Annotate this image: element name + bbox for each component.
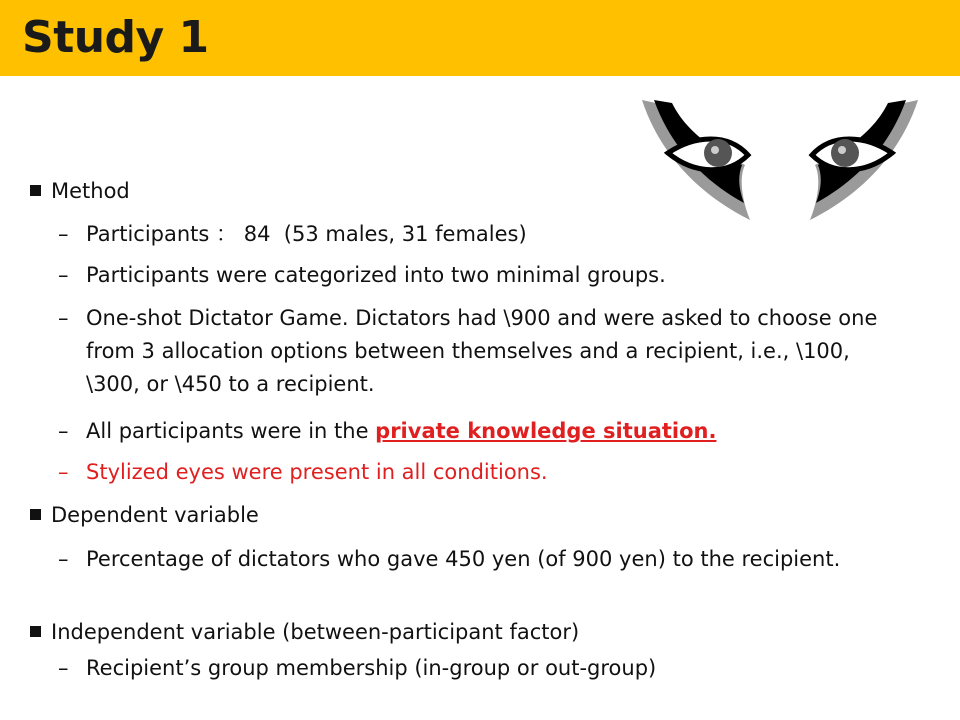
square-bullet-icon (30, 626, 41, 637)
method-item-text (86, 415, 888, 448)
dependent-bullet (30, 500, 259, 530)
square-bullet-icon (30, 509, 41, 520)
dash-marker: – (58, 263, 69, 287)
independent-item (58, 652, 888, 685)
dash-marker: – (58, 222, 69, 246)
left-eye (642, 100, 750, 220)
slide-title: Study 1 (22, 12, 209, 63)
method-bullet (30, 176, 130, 206)
method-item-text: Stylized eyes were present in all conditions. (86, 460, 548, 484)
method-item (58, 415, 888, 448)
stylized-eyes-icon (640, 95, 920, 225)
dash-marker: – (58, 656, 69, 680)
knowledge-text: All participants were in the (86, 419, 376, 443)
method-heading: Method (51, 179, 130, 203)
method-item (58, 302, 888, 401)
method-item (58, 456, 888, 489)
method-item (58, 259, 888, 292)
square-bullet-icon (30, 185, 41, 196)
dash-marker: – (58, 419, 69, 443)
private-knowledge-link[interactable]: private knowledge situation. (375, 419, 717, 443)
dash-marker: – (58, 547, 69, 571)
method-item-text: Participants ： 84 (53 males, 31 females) (86, 222, 527, 246)
dash-marker: – (58, 306, 69, 330)
dependent-item-text: Percentage of dictators who gave 450 yen (of 900 yen) to the recipient. (86, 547, 841, 571)
independent-item-text: Recipient’s group membership (in-group or out-group) (86, 656, 657, 680)
method-item (58, 218, 888, 251)
method-item-text: One-shot Dictator Game. Dictators had \900 and were asked to choose one from 3 allocation options between themselves and a recipient, i.e., \100, \300, or \450 to a recipient. (86, 306, 878, 396)
dependent-item (58, 543, 888, 576)
method-item-text: Participants were categorized into two minimal groups. (86, 263, 666, 287)
right-eye (810, 100, 918, 220)
independent-heading: Independent variable (between-participant factor) (51, 620, 580, 644)
dependent-heading: Dependent variable (51, 503, 259, 527)
dash-marker: – (58, 460, 69, 484)
independent-bullet (30, 617, 579, 647)
